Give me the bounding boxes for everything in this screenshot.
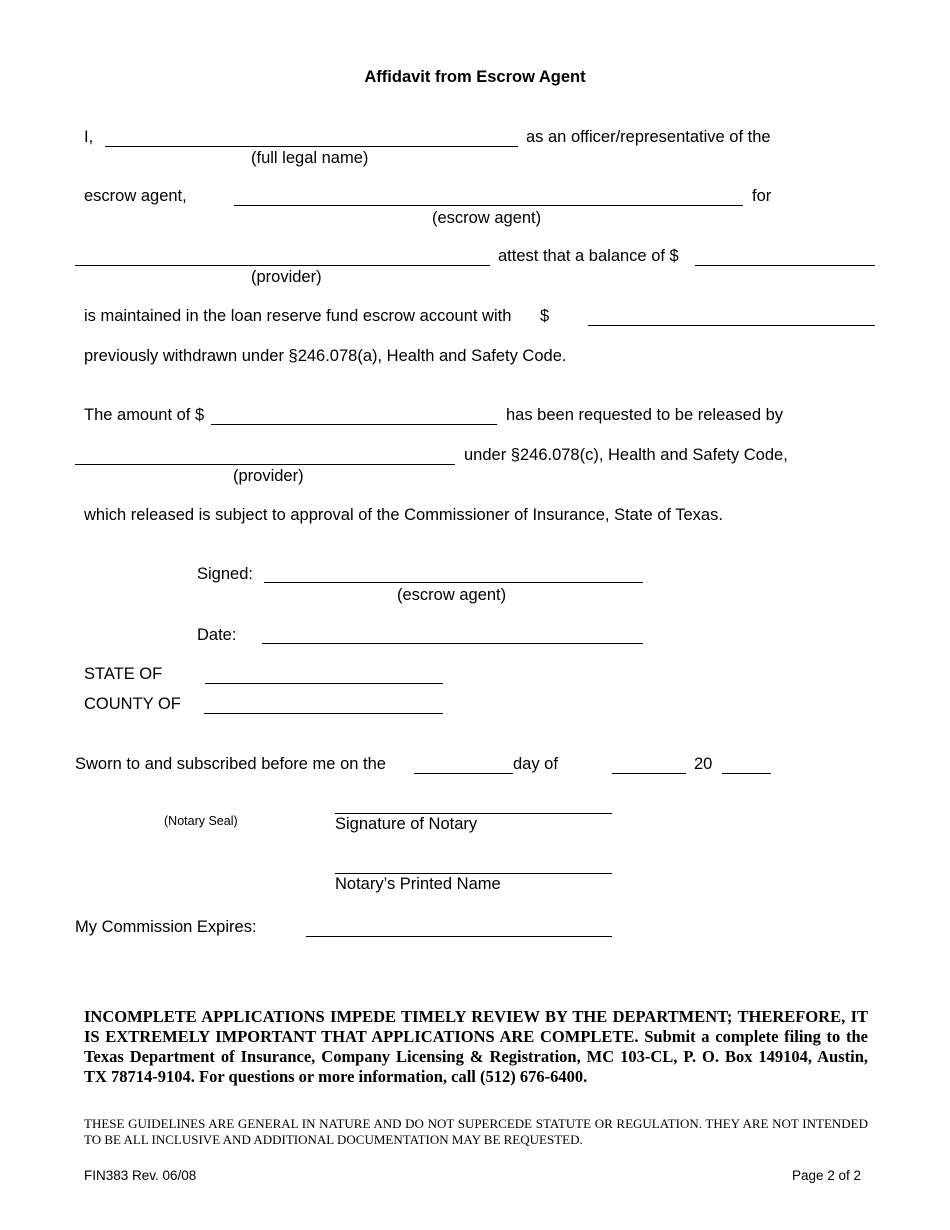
signature-field[interactable] xyxy=(264,582,643,583)
provider-field-1[interactable] xyxy=(75,265,490,266)
sworn-day-field[interactable] xyxy=(414,773,513,774)
withdrawn-amount-field[interactable] xyxy=(588,325,875,326)
full-legal-name-field[interactable] xyxy=(105,146,518,147)
incomplete-applications-notice: INCOMPLETE APPLICATIONS IMPEDE TIMELY REVIEW BY THE DEPARTMENT; THEREFORE, IT IS EXTREMELY IMPORTANT THAT APPLICATIONS ARE COMPLETE. Submit a complete filing to the Texas Department of Insurance, Company Licensing & Registration, MC 103-CL, P. O. Box 149104, Austin, TX 78714-9104. For questions or more information, call (512) 676-6400. xyxy=(84,1007,868,1086)
commission-expires-label: My Commission Expires: xyxy=(75,918,257,936)
page-number: Page 2 of 2 xyxy=(791,1168,861,1183)
requested-amount-field[interactable] xyxy=(211,424,497,425)
page-title: Affidavit from Escrow Agent xyxy=(364,68,586,86)
day-of-label: day of xyxy=(513,755,558,773)
signed-caption: (escrow agent) xyxy=(397,586,507,604)
row6-suffix: has been requested to be released by xyxy=(506,406,784,424)
escrow-agent-caption: (escrow agent) xyxy=(432,209,542,227)
sworn-month-field[interactable] xyxy=(612,773,686,774)
sworn-year-field[interactable] xyxy=(722,773,771,774)
state-label: STATE OF xyxy=(84,665,163,683)
commission-expires-field[interactable] xyxy=(306,936,612,937)
provider-caption-1: (provider) xyxy=(251,268,322,286)
guidelines-disclaimer: THESE GUIDELINES ARE GENERAL IN NATURE AND DO NOT SUPERCEDE STATUTE OR REGULATION. THEY ARE NOT INTENDED TO BE ALL INCLUSIVE AND ADDITIONAL DOCUMENTATION MAY BE REQUESTED. xyxy=(84,1116,868,1147)
county-label: COUNTY OF xyxy=(84,695,181,713)
row5-text: previously withdrawn under §246.078(a), Health and Safety Code. xyxy=(84,347,567,365)
row6-prefix: The amount of $ xyxy=(84,406,205,424)
balance-amount-field[interactable] xyxy=(695,265,875,266)
row8-text: which released is subject to approval of the Commissioner of Insurance, State of Texas. xyxy=(84,506,723,524)
row3-suffix: attest that a balance of $ xyxy=(498,247,679,265)
provider-caption-2: (provider) xyxy=(233,467,304,485)
row7-suffix: under §246.078(c), Health and Safety Code, xyxy=(464,446,788,464)
row4-text: is maintained in the loan reserve fund escrow account with xyxy=(84,307,512,325)
notary-signature-caption: Signature of Notary xyxy=(335,815,478,833)
form-id: FIN383 Rev. 06/08 xyxy=(84,1168,197,1183)
state-field[interactable] xyxy=(205,683,443,684)
row2-suffix: for xyxy=(752,187,772,205)
date-field[interactable] xyxy=(262,643,643,644)
escrow-agent-field[interactable] xyxy=(234,205,743,206)
county-field[interactable] xyxy=(204,713,443,714)
provider-field-2[interactable] xyxy=(75,464,455,465)
row2-prefix: escrow agent, xyxy=(84,187,187,205)
sworn-text: Sworn to and subscribed before me on the xyxy=(75,755,386,773)
notary-printed-name-caption: Notary’s Printed Name xyxy=(335,875,501,893)
notary-seal-label: (Notary Seal) xyxy=(164,814,238,828)
row1-prefix: I, xyxy=(84,128,94,146)
row1-suffix: as an officer/representative of the xyxy=(526,128,771,146)
full-legal-name-caption: (full legal name) xyxy=(251,149,369,167)
year-prefix: 20 xyxy=(694,755,713,773)
row4-dollar: $ xyxy=(540,307,550,325)
date-label: Date: xyxy=(197,626,237,644)
signed-label: Signed: xyxy=(197,565,253,583)
